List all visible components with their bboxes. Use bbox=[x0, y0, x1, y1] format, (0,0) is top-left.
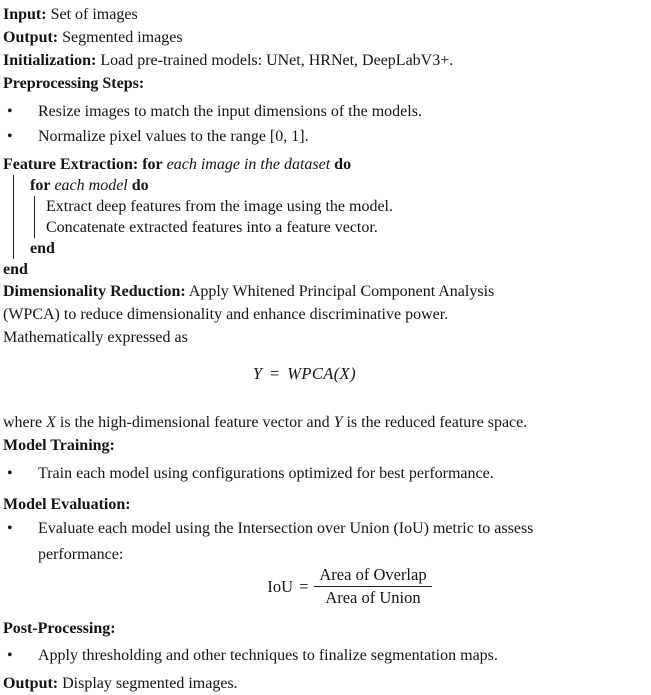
fraction-denominator: Area of Union bbox=[325, 587, 421, 607]
bullet-icon: • bbox=[7, 465, 13, 482]
inner-for-line bbox=[30, 175, 606, 196]
outer-end-keyword: end bbox=[3, 261, 28, 278]
inner-end-keyword: end bbox=[30, 240, 55, 257]
do-keyword: do bbox=[334, 156, 352, 173]
initialization-label: Initialization: bbox=[3, 52, 97, 69]
dimensionality-text-1: Apply Whitened Principal Component Analysis bbox=[188, 283, 495, 300]
model-evaluation-item-line-1: Evaluate each model using the Intersection over Union (IoU) metric to assess bbox=[38, 520, 534, 537]
inner-loop-condition: each model bbox=[54, 177, 128, 194]
model-evaluation-list bbox=[3, 516, 606, 568]
output-line bbox=[3, 26, 606, 49]
where-clause bbox=[3, 411, 606, 434]
dimensionality-line-3: Mathematically expressed as bbox=[3, 329, 188, 346]
model-evaluation-item-line-2: performance: bbox=[38, 546, 124, 563]
fraction-numerator: Area of Overlap bbox=[314, 565, 431, 587]
feature-extraction-for-line bbox=[3, 154, 606, 175]
equation-rhs: WPCA(X) bbox=[287, 364, 357, 383]
for-keyword: for bbox=[142, 156, 163, 173]
equals-sign: = bbox=[270, 364, 280, 383]
bullet-icon: • bbox=[7, 647, 13, 664]
post-processing-heading: Post-Processing: bbox=[3, 620, 116, 637]
dimensionality-heading: Dimensionality Reduction: bbox=[3, 283, 186, 300]
model-training-item-1: Train each model using configurations optimized for best performance. bbox=[38, 465, 494, 482]
bullet-icon: • bbox=[7, 520, 13, 537]
initialization-line bbox=[3, 49, 606, 72]
list-item bbox=[3, 516, 606, 568]
input-line bbox=[3, 3, 606, 26]
final-output-line bbox=[3, 672, 606, 695]
equation-lhs: Y bbox=[252, 364, 263, 383]
final-output-value: Display segmented images. bbox=[62, 675, 238, 692]
variable-y: Y bbox=[333, 414, 343, 431]
iou-lhs: IoU bbox=[267, 576, 294, 596]
preprocessing-heading: Preprocessing Steps: bbox=[3, 75, 145, 92]
algo-statement-1: Extract deep features from the image using the model. bbox=[46, 198, 393, 215]
preprocessing-list bbox=[3, 99, 606, 149]
preprocessing-item-1: Resize images to match the input dimensions of the models. bbox=[38, 103, 422, 120]
bullet-icon: • bbox=[7, 103, 13, 120]
output-value: Segmented images bbox=[62, 29, 183, 46]
preprocessing-item-2: Normalize pixel values to the range [0, 1]. bbox=[38, 128, 309, 145]
initialization-value: Load pre-trained models: UNet, HRNet, DeepLabV3+. bbox=[100, 52, 454, 69]
list-item bbox=[3, 643, 606, 668]
variable-x: X bbox=[46, 414, 56, 431]
where-pre: where bbox=[3, 414, 43, 431]
model-training-list bbox=[3, 461, 606, 486]
input-label: Input: bbox=[3, 6, 47, 23]
inner-loop-body bbox=[34, 196, 606, 238]
algo-statement-2: Concatenate extracted features into a feature vector. bbox=[46, 219, 378, 236]
outer-loop-body bbox=[13, 175, 606, 259]
equals-sign: = bbox=[299, 576, 309, 596]
dimensionality-line-1 bbox=[3, 280, 606, 303]
post-processing-list bbox=[3, 643, 606, 668]
where-mid: is the high-dimensional feature vector and bbox=[59, 414, 330, 431]
for-keyword: for bbox=[30, 177, 51, 194]
iou-equation bbox=[48, 563, 651, 609]
post-processing-item-1: Apply thresholding and other techniques to finalize segmentation maps. bbox=[38, 647, 498, 664]
bullet-icon: • bbox=[7, 128, 13, 145]
do-keyword: do bbox=[131, 177, 149, 194]
wpca-equation bbox=[3, 362, 606, 386]
where-post: is the reduced feature space. bbox=[346, 414, 528, 431]
output-label: Output: bbox=[3, 29, 59, 46]
model-evaluation-heading: Model Evaluation: bbox=[3, 496, 131, 513]
input-value: Set of images bbox=[50, 6, 138, 23]
dimensionality-line-2: (WPCA) to reduce dimensionality and enhance discriminative power. bbox=[3, 306, 449, 323]
final-output-label: Output: bbox=[3, 675, 59, 692]
list-item bbox=[3, 124, 606, 149]
feature-extraction-heading: Feature Extraction: bbox=[3, 156, 139, 173]
model-training-heading: Model Training: bbox=[3, 437, 115, 454]
outer-loop-condition: each image in the dataset bbox=[166, 156, 331, 173]
list-item bbox=[3, 461, 606, 486]
list-item bbox=[3, 99, 606, 124]
fraction bbox=[314, 565, 431, 608]
